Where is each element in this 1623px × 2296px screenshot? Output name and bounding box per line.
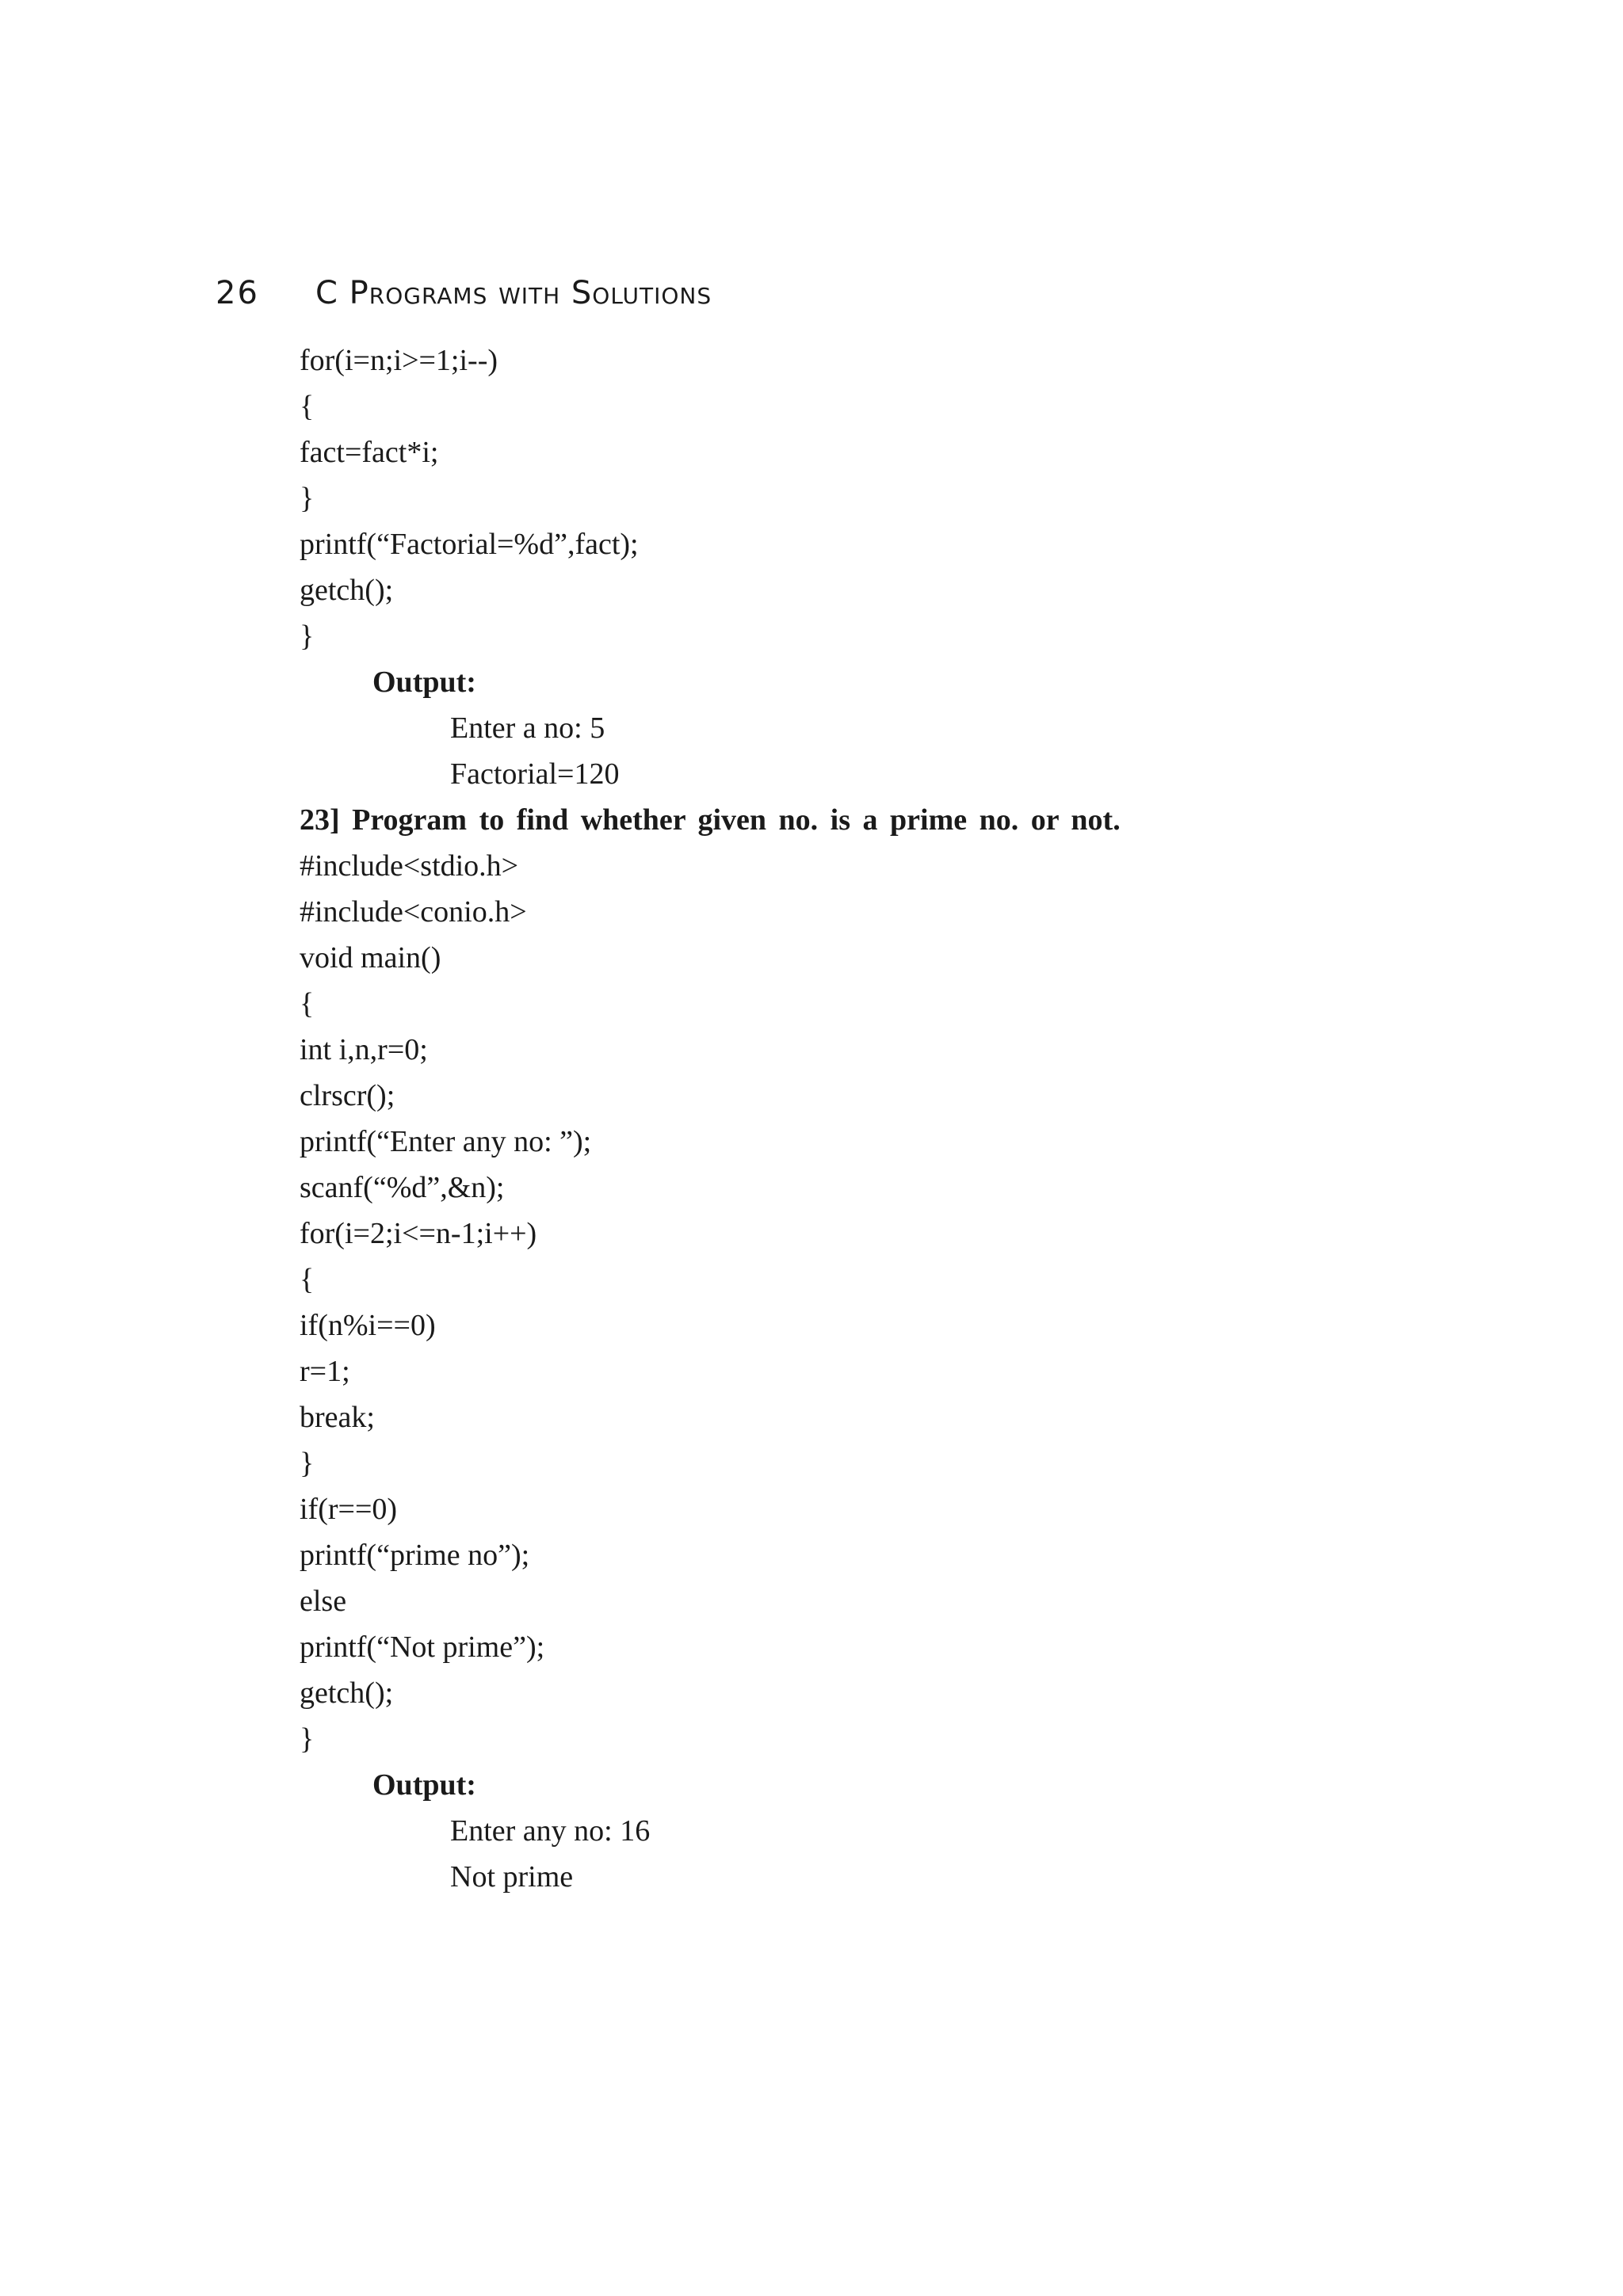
code-line: { xyxy=(300,987,315,1020)
code-line: for(i=2;i<=n-1;i++) xyxy=(300,1217,537,1250)
code-line: getch(); xyxy=(300,574,394,607)
code-line: #include<stdio.h> xyxy=(300,849,519,883)
code-line: printf(“Enter any no: ”); xyxy=(300,1125,592,1158)
code-line: #include<conio.h> xyxy=(300,895,527,929)
output-line: Enter a no: 5 xyxy=(450,711,605,745)
program-23-code xyxy=(300,843,1488,1762)
code-line: break; xyxy=(300,1401,375,1434)
output-line: Factorial=120 xyxy=(450,757,620,791)
output-heading: Output: xyxy=(372,666,476,699)
page-number: 26 xyxy=(216,275,259,311)
output-line: Enter any no: 16 xyxy=(450,1814,651,1848)
code-line: } xyxy=(300,1722,315,1756)
program-title: 23] Program to find whether given no. is a prime no. or not. xyxy=(300,803,1121,837)
output-heading: Output: xyxy=(372,1768,476,1802)
code-line: fact=fact*i; xyxy=(300,436,439,469)
code-line: printf(“Factorial=%d”,fact); xyxy=(300,528,639,561)
running-head: C Programs with Solutions xyxy=(315,275,712,311)
output-line: Not prime xyxy=(450,1860,574,1894)
code-line: { xyxy=(300,390,315,423)
code-line: } xyxy=(300,482,315,515)
code-line: } xyxy=(300,620,315,653)
code-line: else xyxy=(300,1585,347,1618)
code-line: printf(“Not prime”); xyxy=(300,1630,545,1664)
code-line: if(r==0) xyxy=(300,1493,398,1526)
code-line: for(i=n;i>=1;i--) xyxy=(300,344,498,377)
code-line: if(n%i==0) xyxy=(300,1309,436,1342)
code-line: clrscr(); xyxy=(300,1079,395,1112)
code-line: r=1; xyxy=(300,1355,350,1388)
code-line: void main() xyxy=(300,941,441,974)
code-line: } xyxy=(300,1447,315,1480)
code-line: printf(“prime no”); xyxy=(300,1539,530,1572)
code-line: getch(); xyxy=(300,1676,394,1710)
page-body xyxy=(300,338,1488,1900)
program-22-code xyxy=(300,338,1488,659)
code-line: { xyxy=(300,1263,315,1296)
code-line: int i,n,r=0; xyxy=(300,1033,428,1066)
code-line: scanf(“%d”,&n); xyxy=(300,1171,505,1204)
